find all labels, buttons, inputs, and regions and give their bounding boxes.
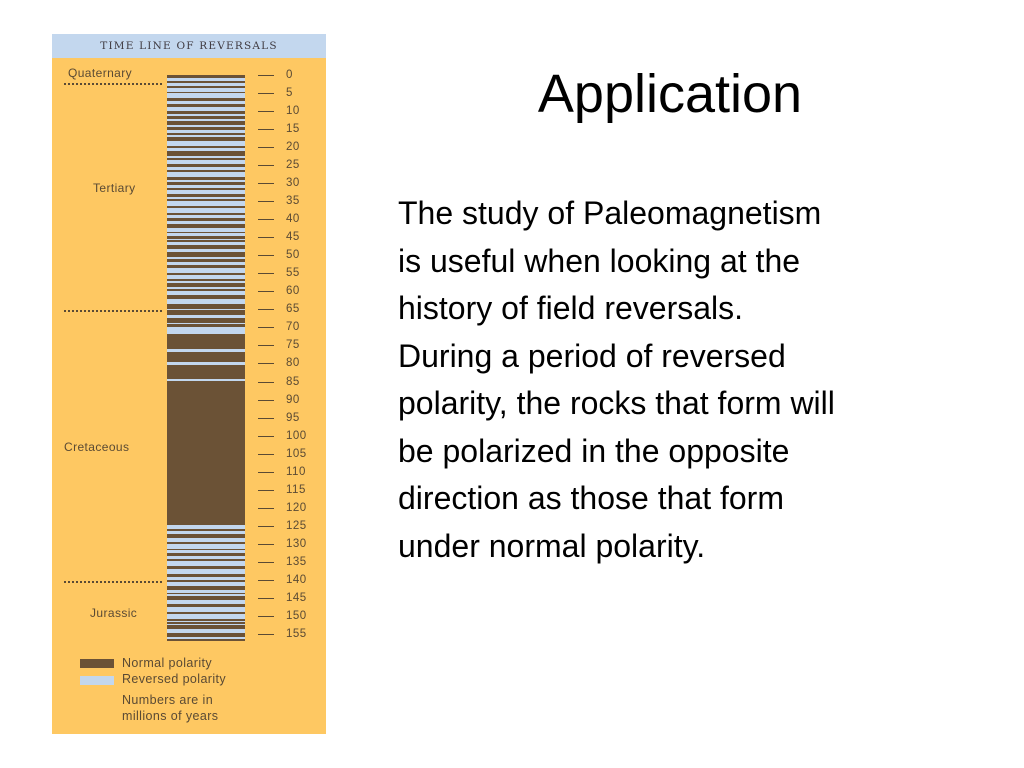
polarity-stripe xyxy=(167,182,245,185)
age-tick xyxy=(258,75,274,76)
age-tick-label: 0 xyxy=(286,69,293,81)
age-tick xyxy=(258,93,274,94)
polarity-stripe xyxy=(167,586,245,590)
polarity-stripe xyxy=(167,116,245,119)
polarity-stripe xyxy=(167,566,245,569)
age-tick-label: 20 xyxy=(286,141,300,154)
age-tick xyxy=(258,237,274,238)
polarity-stripe xyxy=(167,365,245,379)
polarity-stripe xyxy=(167,137,245,141)
polarity-stripe xyxy=(167,534,245,538)
polarity-stripe xyxy=(167,111,245,114)
polarity-stripe xyxy=(167,199,245,201)
age-tick-label: 95 xyxy=(286,411,300,424)
age-tick-label: 115 xyxy=(286,483,306,496)
age-tick-label: 15 xyxy=(286,123,300,136)
age-tick-label: 135 xyxy=(286,555,307,568)
age-tick xyxy=(258,418,274,419)
polarity-stripe xyxy=(167,121,245,125)
age-tick-label: 75 xyxy=(286,339,300,352)
age-tick xyxy=(258,291,274,292)
legend-note-line2: millions of years xyxy=(122,709,219,723)
polarity-stripe xyxy=(167,224,245,228)
polarity-stripe xyxy=(167,318,245,322)
polarity-stripe xyxy=(167,252,245,256)
age-tick-label: 55 xyxy=(286,267,300,280)
polarity-stripe xyxy=(167,553,245,556)
polarity-stripe xyxy=(167,240,245,242)
legend-normal-label: Normal polarity xyxy=(122,656,213,670)
age-tick xyxy=(258,129,274,130)
age-tick-label: 125 xyxy=(286,519,307,532)
age-tick-label: 120 xyxy=(286,501,307,514)
polarity-stripe xyxy=(167,188,245,190)
polarity-stripe xyxy=(167,381,245,525)
age-tick xyxy=(258,309,274,310)
age-tick-label: 155 xyxy=(286,627,307,640)
age-tick-label: 25 xyxy=(286,159,300,172)
polarity-stripe xyxy=(167,279,245,281)
age-tick-label: 130 xyxy=(286,537,307,550)
polarity-stripe xyxy=(167,133,245,135)
polarity-stripe xyxy=(167,273,245,276)
age-tick xyxy=(258,580,274,581)
polarity-stripe xyxy=(167,245,245,249)
age-tick-label: 150 xyxy=(286,609,307,622)
age-tick-label: 110 xyxy=(286,465,306,478)
age-tick-label: 85 xyxy=(286,375,300,388)
polarity-stripe xyxy=(167,295,245,299)
polarity-stripe xyxy=(167,232,245,234)
polarity-stripe xyxy=(167,289,245,291)
polarity-stripe xyxy=(167,98,245,101)
era-label-tertiary: Tertiary xyxy=(93,181,136,195)
polarity-stripe xyxy=(167,549,245,551)
age-tick xyxy=(258,544,274,545)
polarity-stripe xyxy=(167,218,245,221)
polarity-stripe xyxy=(167,104,245,106)
age-tick xyxy=(258,562,274,563)
polarity-stripe xyxy=(167,259,245,262)
age-tick xyxy=(258,454,274,455)
age-tick xyxy=(258,598,274,599)
age-tick-label: 70 xyxy=(286,321,300,334)
age-tick-label: 140 xyxy=(286,573,307,586)
polarity-stripe xyxy=(167,593,245,595)
age-tick xyxy=(258,345,274,346)
age-tick-label: 80 xyxy=(286,357,300,370)
age-tick xyxy=(258,508,274,509)
polarity-stripe xyxy=(167,633,245,637)
age-tick xyxy=(258,490,274,491)
polarity-stripe xyxy=(167,612,245,614)
polarity-stripe xyxy=(167,625,245,628)
age-tick-label: 5 xyxy=(286,87,293,100)
age-tick xyxy=(258,634,274,635)
polarity-stripe xyxy=(167,580,245,582)
polarity-stripe xyxy=(167,265,245,268)
age-tick xyxy=(258,616,274,617)
reversed-polarity-swatch xyxy=(80,676,114,685)
era-label-jurassic: Jurassic xyxy=(90,606,138,620)
age-tick-label: 30 xyxy=(286,177,300,190)
slide-title: Application xyxy=(537,64,803,124)
polarity-stripe xyxy=(167,639,245,641)
polarity-stripe xyxy=(167,604,245,607)
age-tick xyxy=(258,472,274,473)
polarity-stripe xyxy=(167,542,245,544)
age-tick xyxy=(258,165,274,166)
polarity-stripe xyxy=(167,206,245,208)
polarity-stripe xyxy=(167,559,245,561)
age-tick-label: 50 xyxy=(286,249,300,262)
slide-body-text: The study of Paleomagnetism is useful when looking at the history of field reversals. During a period of reversed polarity, the rocks that form will be polarized in the opposite direction as those that form under normal polarity. xyxy=(398,195,835,564)
polarity-stripe xyxy=(167,596,245,600)
normal-polarity-swatch xyxy=(80,659,114,668)
age-tick xyxy=(258,147,274,148)
polarity-stripe xyxy=(167,213,245,216)
polarity-stripe xyxy=(167,529,245,531)
polarity-stripe xyxy=(167,324,245,327)
era-boundary-quaternary xyxy=(64,83,162,85)
age-tick-label: 90 xyxy=(286,393,300,406)
polarity-stripe xyxy=(167,158,245,161)
age-tick xyxy=(258,382,274,383)
age-tick xyxy=(258,436,274,437)
age-tick xyxy=(258,363,274,364)
age-tick xyxy=(258,255,274,256)
era-label-cretaceous: Cretaceous xyxy=(64,440,130,454)
polarity-stripe xyxy=(167,146,245,148)
polarity-stripe xyxy=(167,622,245,624)
age-tick-label: 100 xyxy=(286,429,307,442)
age-tick-label: 35 xyxy=(286,195,300,208)
era-boundary-tertiary xyxy=(64,310,162,312)
age-tick-label: 10 xyxy=(286,105,300,118)
polarity-stripe xyxy=(167,86,245,89)
polarity-stripe xyxy=(167,283,245,287)
era-label-quaternary: Quaternary xyxy=(68,66,133,80)
age-tick xyxy=(258,400,274,401)
polarity-stripe xyxy=(167,75,245,78)
age-tick xyxy=(258,526,274,527)
polarity-stripe xyxy=(167,334,245,349)
polarity-stripe xyxy=(167,177,245,180)
age-tick xyxy=(258,273,274,274)
polarity-stripe xyxy=(167,574,245,577)
polarity-stripe xyxy=(167,304,245,308)
age-tick-label: 105 xyxy=(286,447,307,460)
age-tick-label: 65 xyxy=(286,303,300,316)
polarity-stripe xyxy=(167,81,245,83)
age-tick-label: 145 xyxy=(286,591,307,604)
legend-note-line1: Numbers are in xyxy=(122,693,214,707)
polarity-stripe xyxy=(167,127,245,130)
polarity-stripe xyxy=(167,92,245,94)
reversal-timeline-figure xyxy=(52,34,326,734)
polarity-stripe xyxy=(167,236,245,239)
age-tick xyxy=(258,183,274,184)
polarity-stripe xyxy=(167,310,245,315)
age-tick xyxy=(258,201,274,202)
polarity-stripe xyxy=(167,170,245,172)
era-boundary-cretaceous xyxy=(64,581,162,583)
age-tick xyxy=(258,111,274,112)
age-tick-label: 45 xyxy=(286,231,300,244)
polarity-stripe xyxy=(167,194,245,197)
age-tick xyxy=(258,327,274,328)
figure-heading: TIME LINE OF REVERSALS xyxy=(52,34,326,58)
polarity-stripe xyxy=(167,151,245,155)
polarity-stripe xyxy=(167,352,245,362)
polarity-stripe xyxy=(167,619,245,621)
polarity-column xyxy=(167,75,245,641)
legend-reversed-label: Reversed polarity xyxy=(122,672,227,686)
polarity-stripe xyxy=(167,164,245,168)
age-tick-label: 40 xyxy=(286,213,300,226)
age-tick xyxy=(258,219,274,220)
age-tick-label: 60 xyxy=(286,285,300,298)
